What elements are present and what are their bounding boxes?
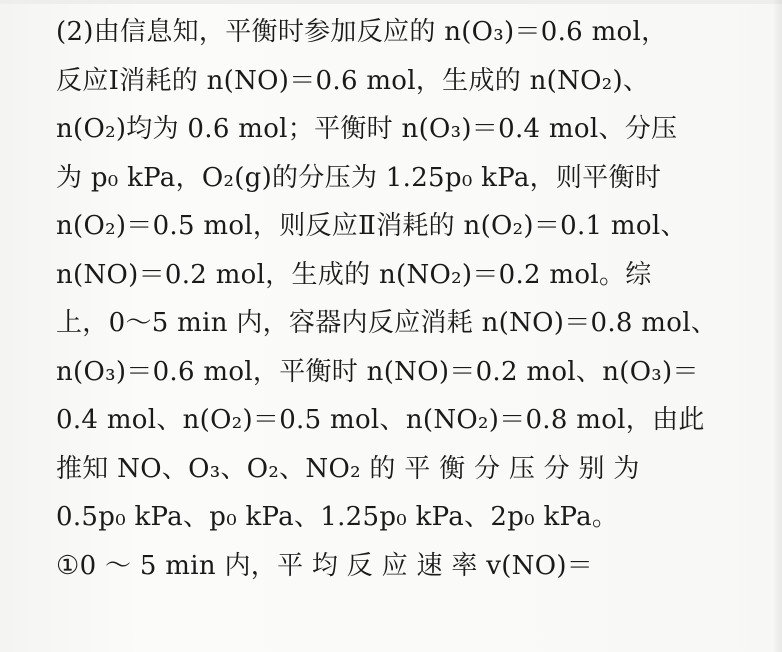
text-line: 推知 NO、O₃、O₂、NO₂ 的 平 衡 分 压 分 别 为 <box>56 453 640 484</box>
text-line: n(O₃)＝0.6 mol，平衡时 n(NO)＝0.2 mol、n(O₃)＝ <box>56 356 699 387</box>
text-line: 0.4 mol、n(O₂)＝0.5 mol、n(NO₂)＝0.8 mol，由此 <box>56 405 705 435</box>
page-edge-shadow <box>772 0 782 652</box>
text-line: 上，0～5 min 内，容器内反应消耗 n(NO)＝0.8 mol、 <box>56 308 718 338</box>
text-line: (2)由信息知，平衡时参加反应的 n(O₃)＝0.6 mol， <box>56 17 668 47</box>
text-line: ①0 ～ 5 min 内，平 均 反 应 速 率 v(NO)＝ <box>56 550 594 581</box>
text-body <box>56 8 768 590</box>
text-line: 反应Ⅰ消耗的 n(NO)＝0.6 mol，生成的 n(NO₂)、 <box>56 65 650 96</box>
top-edge <box>0 0 782 4</box>
text-line: 为 p₀ kPa，O₂(g)的分压为 1.25p₀ kPa，则平衡时 <box>56 162 662 193</box>
text-line: n(O₂)均为 0.6 mol；平衡时 n(O₃)＝0.4 mol、分压 <box>56 114 678 144</box>
text-line: 0.5p₀ kPa、p₀ kPa、1.25p₀ kPa、2p₀ kPa。 <box>56 502 619 532</box>
text-line: n(O₂)＝0.5 mol，则反应Ⅱ消耗的 n(O₂)＝0.1 mol、 <box>56 211 687 241</box>
text-line: n(NO)＝0.2 mol，生成的 n(NO₂)＝0.2 mol。综 <box>56 259 652 290</box>
